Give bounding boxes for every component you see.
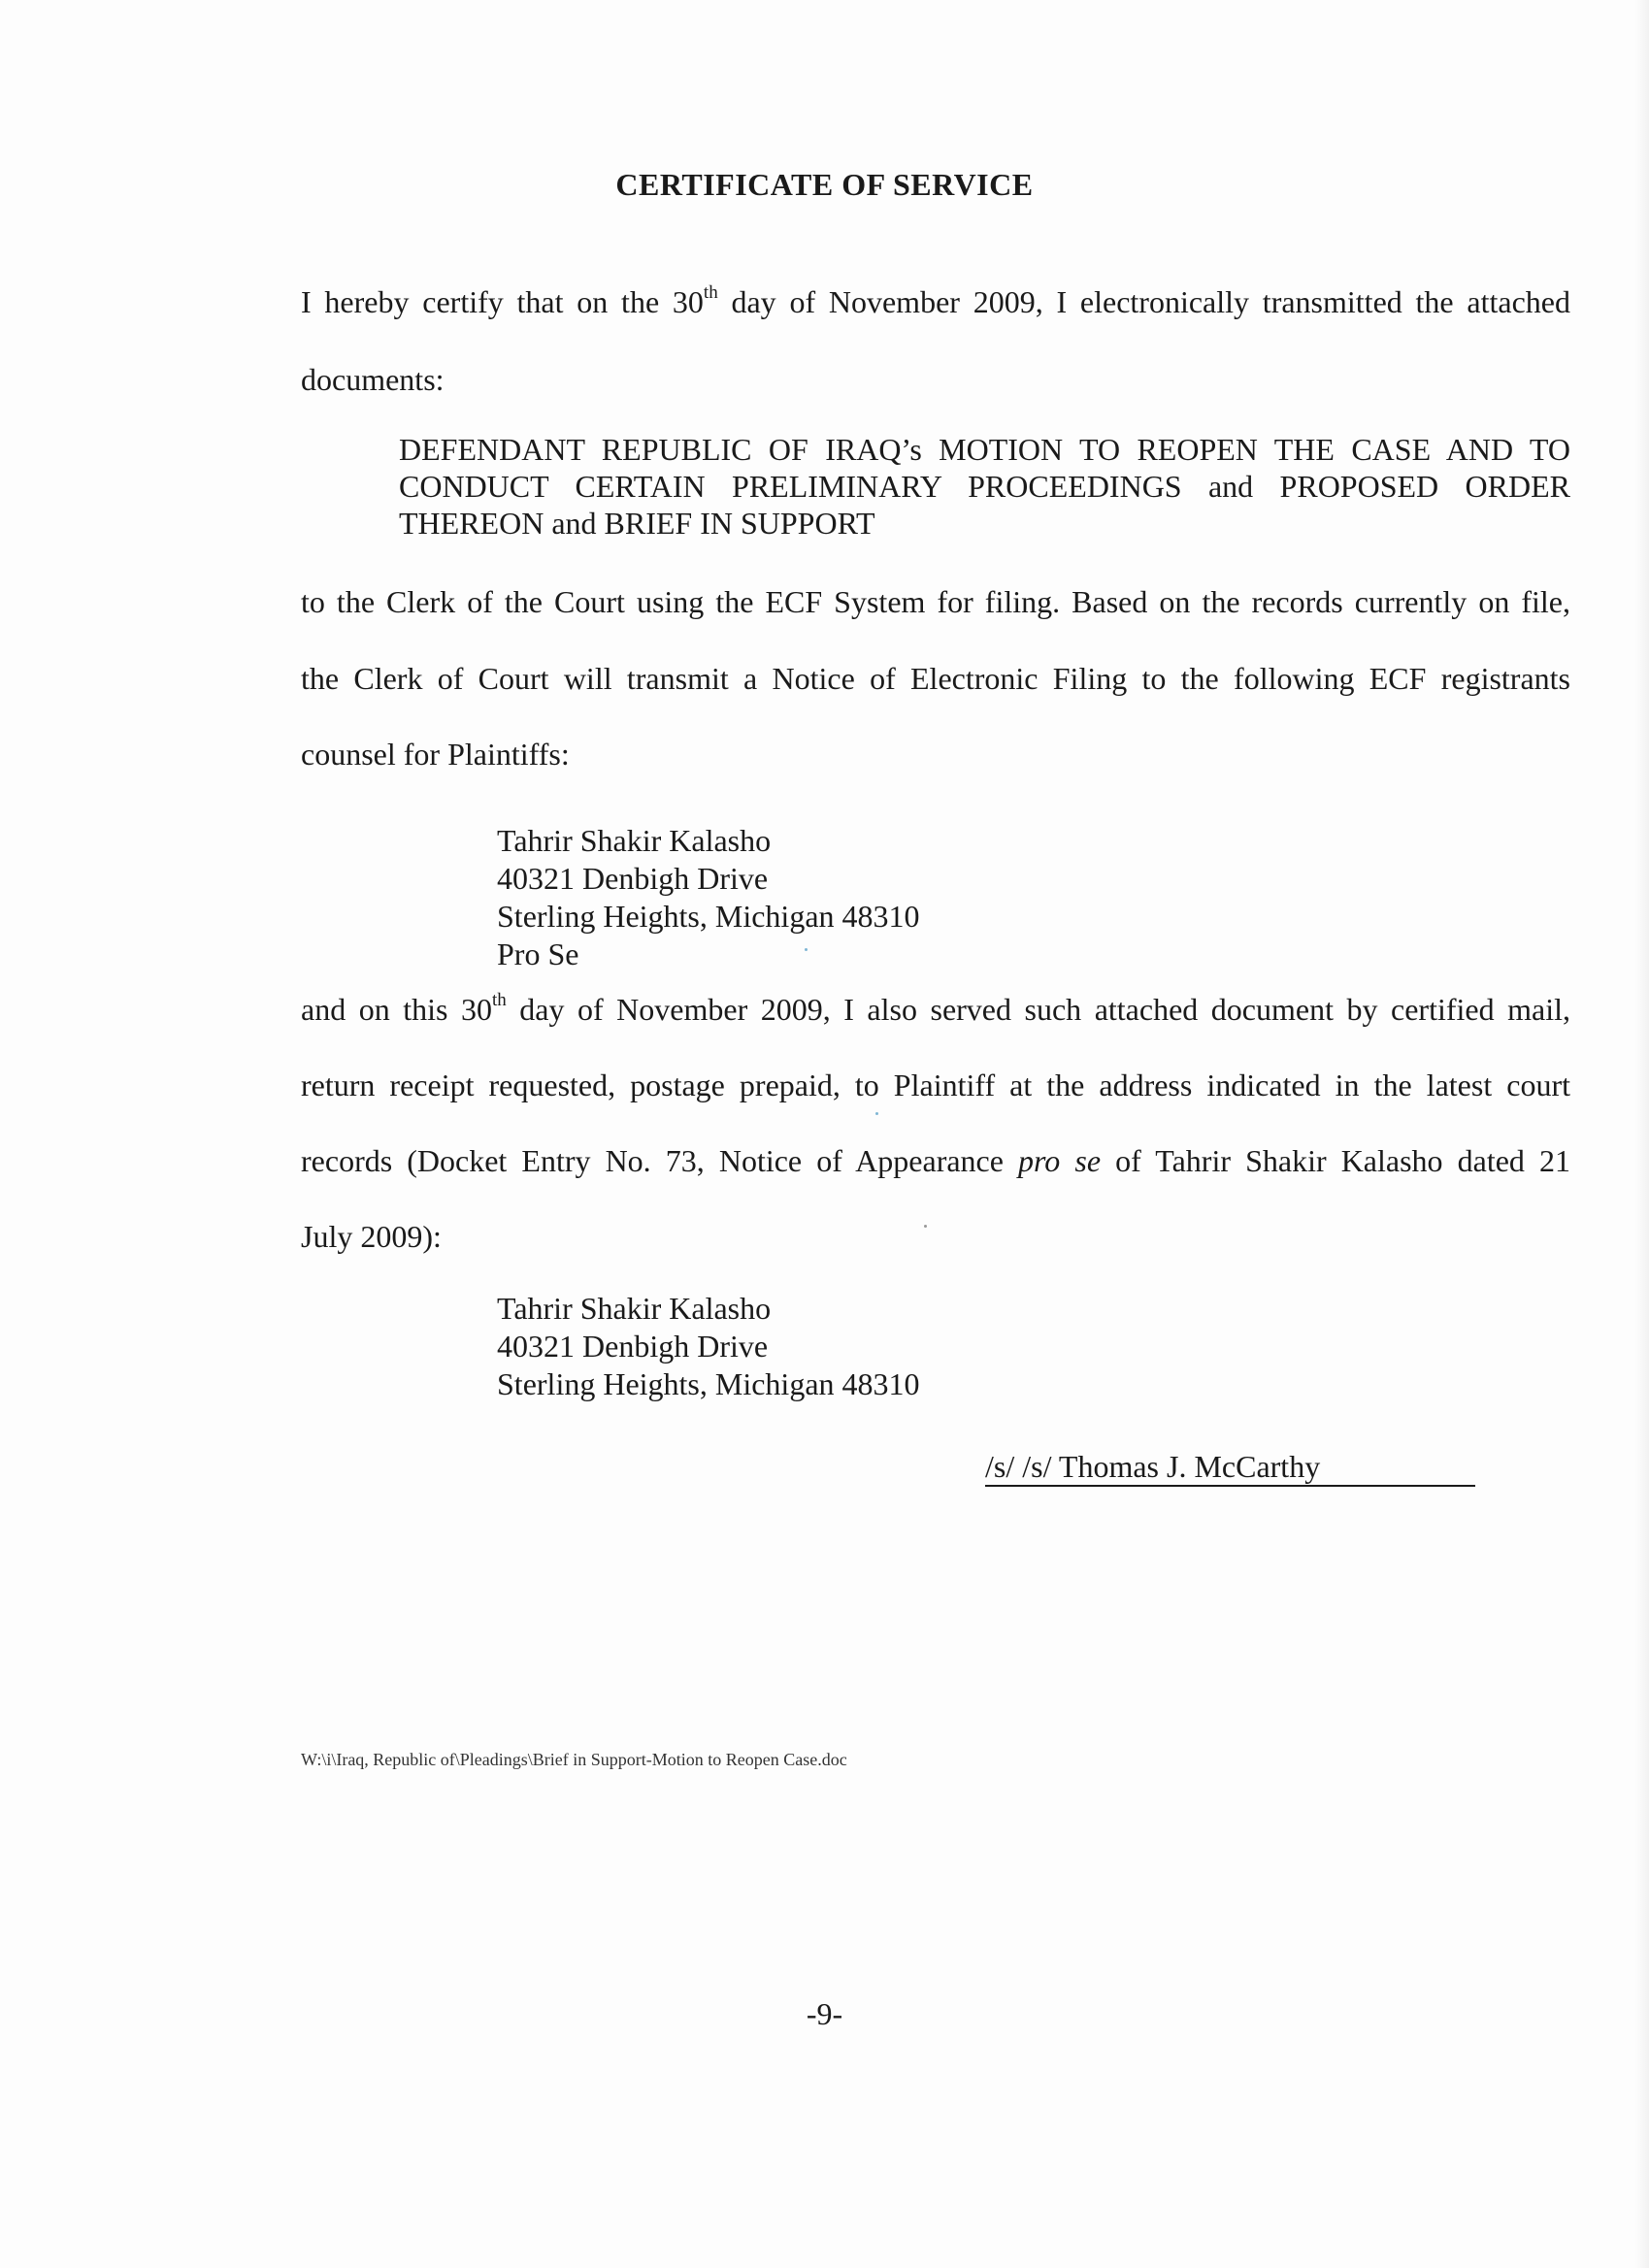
paragraph-3-line-4: July 2009): bbox=[301, 1219, 442, 1254]
paragraph-3-line-3: records (Docket Entry No. 73, Notice of Appearance pro se of Tahrir Shakir Kalasho dated 21 bbox=[301, 1143, 1570, 1178]
address-city: Sterling Heights, Michigan 48310 bbox=[497, 1366, 920, 1401]
address-name: Tahrir Shakir Kalasho bbox=[497, 823, 772, 858]
paragraph-2-line-2: the Clerk of Court will transmit a Notice of Electronic Filing to the following ECF registrants bbox=[301, 661, 1570, 696]
address-block-mail bbox=[497, 1290, 920, 1403]
paragraph-2-line-1: to the Clerk of the Court using the ECF System for filing. Based on the records currently on file, bbox=[301, 584, 1570, 619]
certificate-title: CERTIFICATE OF SERVICE bbox=[615, 167, 1034, 202]
document-title-line-3: THEREON and BRIEF IN SUPPORT bbox=[399, 506, 875, 541]
paragraph-3-line-1: and on this 30th day of November 2009, I also served such attached document by certified mail, bbox=[301, 990, 1571, 1027]
address-status: Pro Se bbox=[497, 937, 579, 971]
address-street: 40321 Denbigh Drive bbox=[497, 1329, 769, 1364]
document-title-line-1: DEFENDANT REPUBLIC OF IRAQ’s MOTION TO REOPEN THE CASE AND TO bbox=[399, 432, 1570, 467]
file-path-footer: W:\i\Iraq, Republic of\Pleadings\Brief in Support-Motion to Reopen Case.doc bbox=[301, 1750, 847, 1769]
paragraph-1-line-2: documents: bbox=[301, 362, 445, 397]
address-street: 40321 Denbigh Drive bbox=[497, 861, 769, 896]
scan-speck bbox=[805, 948, 808, 951]
scan-speck bbox=[924, 1225, 927, 1228]
paragraph-1-line-1: I hereby certify that on the 30th day of November 2009, I electronically transmitted the attached bbox=[301, 282, 1570, 319]
signature-line: /s/ /s/ Thomas J. McCarthy bbox=[985, 1448, 1475, 1487]
address-name: Tahrir Shakir Kalasho bbox=[497, 1291, 772, 1326]
address-block-ecf bbox=[497, 822, 920, 973]
paragraph-3-line-2: return receipt requested, postage prepaid, to Plaintiff at the address indicated in the latest court bbox=[301, 1068, 1570, 1102]
scan-speck bbox=[875, 1112, 878, 1115]
page-number: -9- bbox=[806, 1996, 843, 2031]
scan-edge-shadow bbox=[1635, 0, 1649, 2268]
document-titles bbox=[399, 431, 1570, 542]
paragraph-2-line-3: counsel for Plaintiffs: bbox=[301, 737, 570, 772]
address-city: Sterling Heights, Michigan 48310 bbox=[497, 899, 920, 934]
document-title-line-2: CONDUCT CERTAIN PRELIMINARY PROCEEDINGS and PROPOSED ORDER bbox=[399, 469, 1570, 504]
